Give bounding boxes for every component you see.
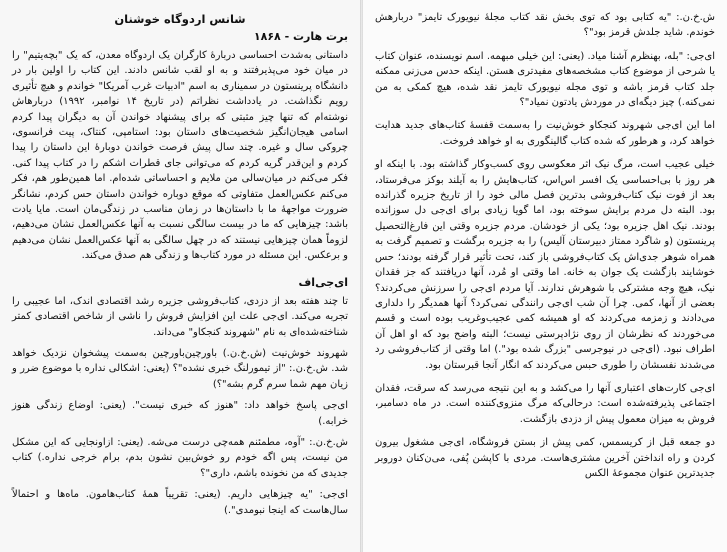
paragraph: شهروند خوش‌نیت (ش.خ.ن.) باورچین‌باورچین به‌سمت پیشخوان نزدیک خواهد شد. ش.خ.ن.: "از تیمورلنگ خبری نشده"؟ (یعنی: اشکالی نداره با موضوع ضرر و زیان مهم شما سرم گرم بشه"؟) [12,347,348,390]
section-heading: ای‌جی‌اف [298,275,348,289]
book-gutter [360,0,363,552]
paragraph: ای‌جی: "بله، بهنظرم آشنا میاد. (یعنی: این خیلی مبهمه. اسم نویسنده، عنوان کتاب یا شرحی از موضوع کتاب مشخصه‌های مفیدتری هستن. اینکه حدس می‌زنی ممکنه جلد کتاب قرمز باشه و توی مجله نیویورک تایمز نقد شده، هیچ کمکی به من نمی‌کنه.) چیز دیگه‌ای در موردش یادتون نمیاد"؟ [375,50,715,109]
paragraph: ای‌جی کارت‌های اعتباری آنها را می‌کشد و به این نتیجه می‌رسد که سرقت، فقدان اجتماعی پذیرفته‌شده است: درحالی‌که مرگ منزوی‌کننده است. در ماه دسامبر، فروش به میزان معمول پیش از دزدی بازگشت. [375,382,715,425]
paragraph: ش.خ.ن.: "یه کتابی بود که توی بخش نقد کتاب مجلهٔ نیویورک تایمز" دربارهش خوندم. شاید جلدش قرمز بود"؟ [375,12,715,39]
paragraph: ای‌جی پاسخ خواهد داد: "هنوز که خبری نیست". (یعنی: اوضاع زندگی هنوز خرابه.) [12,400,348,427]
story-heading: برت هارت - ۱۸۶۸ [253,30,348,43]
right-page [363,0,727,552]
paragraph: خیلی عجیب است، مرگ نیک اثر معکوسی روی کسب‌وکار گذاشته بود. با اینکه او هر روز با بی‌احساسی یک افسر اس‌اس، کتاب‌هایش را به آیلند بوکز می‌فرستاد، بعد از فوت نیک کتاب‌فروشی بدترین فصل مالی خود را از تاریخ جزیره گذرانده بود. البته دل مردم برایش سوخته بود، اما گویا زیادی برای ای‌جی دل سوزانده بودند. نیک اهل جزیره بود؛ یکی از خودشان. مردم جزیره وقتی این فارغ‌التحصیل پرینستون (و شاگرد ممتاز دبیرستان آلیس) را به جزیره برگشت و تصمیم گرفت به همراه شوهر جدی‌اش یک کتاب‌فروشی باز کند، تحت تأثیر قرار گرفته بودند؛ حس خوشایند بازگشت یک جوان به خانه. اما وقتی او مُرد، آنها دریافتند که جز فقدان نیک، هیچ وجه مشترکی با شوهرش ندارند. آیا مردم ای‌جی را سرزنش می‌کردند؟ بعضی از آنها، کمی. چرا آن شب ای‌جی رانندگی نمی‌کرد؟ آنها همدیگر را دلداری می‌دادند و زمزمه می‌کردند که او همیشه کمی عجیب‌وغریب بوده است و قسم می‌خوردند که نظرشان از روی نژادپرستی نیست؛ البته واضح بود که او اهل آن اطراف نبود. (ای‌جی در نیوجرسی "بزرگ شده بود".) اما وقتی از کتاب‌فروشی رد می‌شدند نفسشان را طوری حبس می‌کردند که انگار آنجا قبرستان بود. [375,159,715,371]
paragraph: تا چند هفته بعد از دزدی، کتاب‌فروشی جزیره رشد اقتصادی اندک، اما عجیبی را تجربه می‌کند. ای‌جی علت این افزایش فروش را ناشی از شاخص اقتصادی کمتر شناخته‌شده‌ای به نام "شهروند کنجکاو" می‌داند. [12,295,348,338]
chapter-title: شانس اردوگاه خوشنان [114,12,246,26]
paragraph: داستانی به‌شدت احساسی دربارهٔ کارگران یک اردوگاه معدن، که یک "بچه‌یتیم" را در میان خود می‌پذیرفتند و به او لقب شانس دادند. این کتاب را اولین بار در دانشگاه پرینستون در سمیناری به اسم "ادبیات غرب آمریکا" خواندم و هیچ تأثیری رویم نگذاشت. در یادداشت نظراتم (در تاریخ ۱۴ نوامبر، ۱۹۹۲) دربارهاش نوشته‌ام که تنها چیز مثبتی که برای پیشنهاد خواندن آن به دیگران پیدا کردم اسامی هیجان‌انگیز شخصیت‌های داستان بود: استامپی، کنتاک، پیت فرانسوی، چروکی سال و غیره. چند سال پیش فرصت خواندن دوبارهٔ این داستان را پیدا کردم و این‌قدر گریه کردم که می‌توانی جای قطرات اشکم را در کتاب پیدا کنی. فکر می‌کنم در میان‌سالی من ملایم و احساساتی شده‌ام. اما همین‌طور هم، فکر می‌کنم عکس‌العمل متفاوتی که موقع دوباره خواندن داستان حس کردم، نشانگر ضرورت مواجههٔ ما با داستان‌ها در زمان مناسب در زندگی‌مان است. مایا یادت باشد: چیزهایی که ما در بیست سالگی نسبت به آنها عکس‌العمل نشان می‌دهیم، لزوماً همان چیزهایی نیستند که در چهل سالگی به آنها عکس‌العمل نشان می‌دهیم و برعکس. این مسئله در مورد کتاب‌ها و زندگی هم صدق می‌کند. [12,50,348,262]
paragraph: اما این ای‌جی شهروند کنجکاو خوش‌نیت را به‌سمت قفسهٔ کتاب‌های جدید هدایت خواهد کرد، و هرطور که شده کتاب گالینگوری به او خواهد فروخت. [375,120,715,147]
paragraph: ای‌جی: "یه چیزهایی داریم. (یعنی: تقریباً همهٔ کتاب‌هامون. ماه‌ها و احتمالاً سال‌هاست که اینجا نبومدی".) [12,489,348,516]
paragraph: ش.خ.ن.: "آوه، مطمئنم همه‌چی درست می‌شه. (یعنی: ازاونجایی که این مشکل من نیست، پس اگه خودم رو خوش‌بین نشون بدم، برام خرجی نداره.) کتاب جدیدی که من نخونده باشم، داری"؟ [12,436,348,479]
right-page-text [375,10,715,544]
left-page-text [12,10,348,544]
left-page [0,0,360,552]
paragraph: دو جمعه قبل از کریسمس، کمی پیش از بستن فروشگاه، ای‌جی مشغول بیرون کردن و راه انداختن آخرین مشتری‌هاست. مردی با کاپشن پُفی، می‌ن‌کنان دوروبر جدیدترین عنوان مجموعهٔ الکس [375,437,715,479]
